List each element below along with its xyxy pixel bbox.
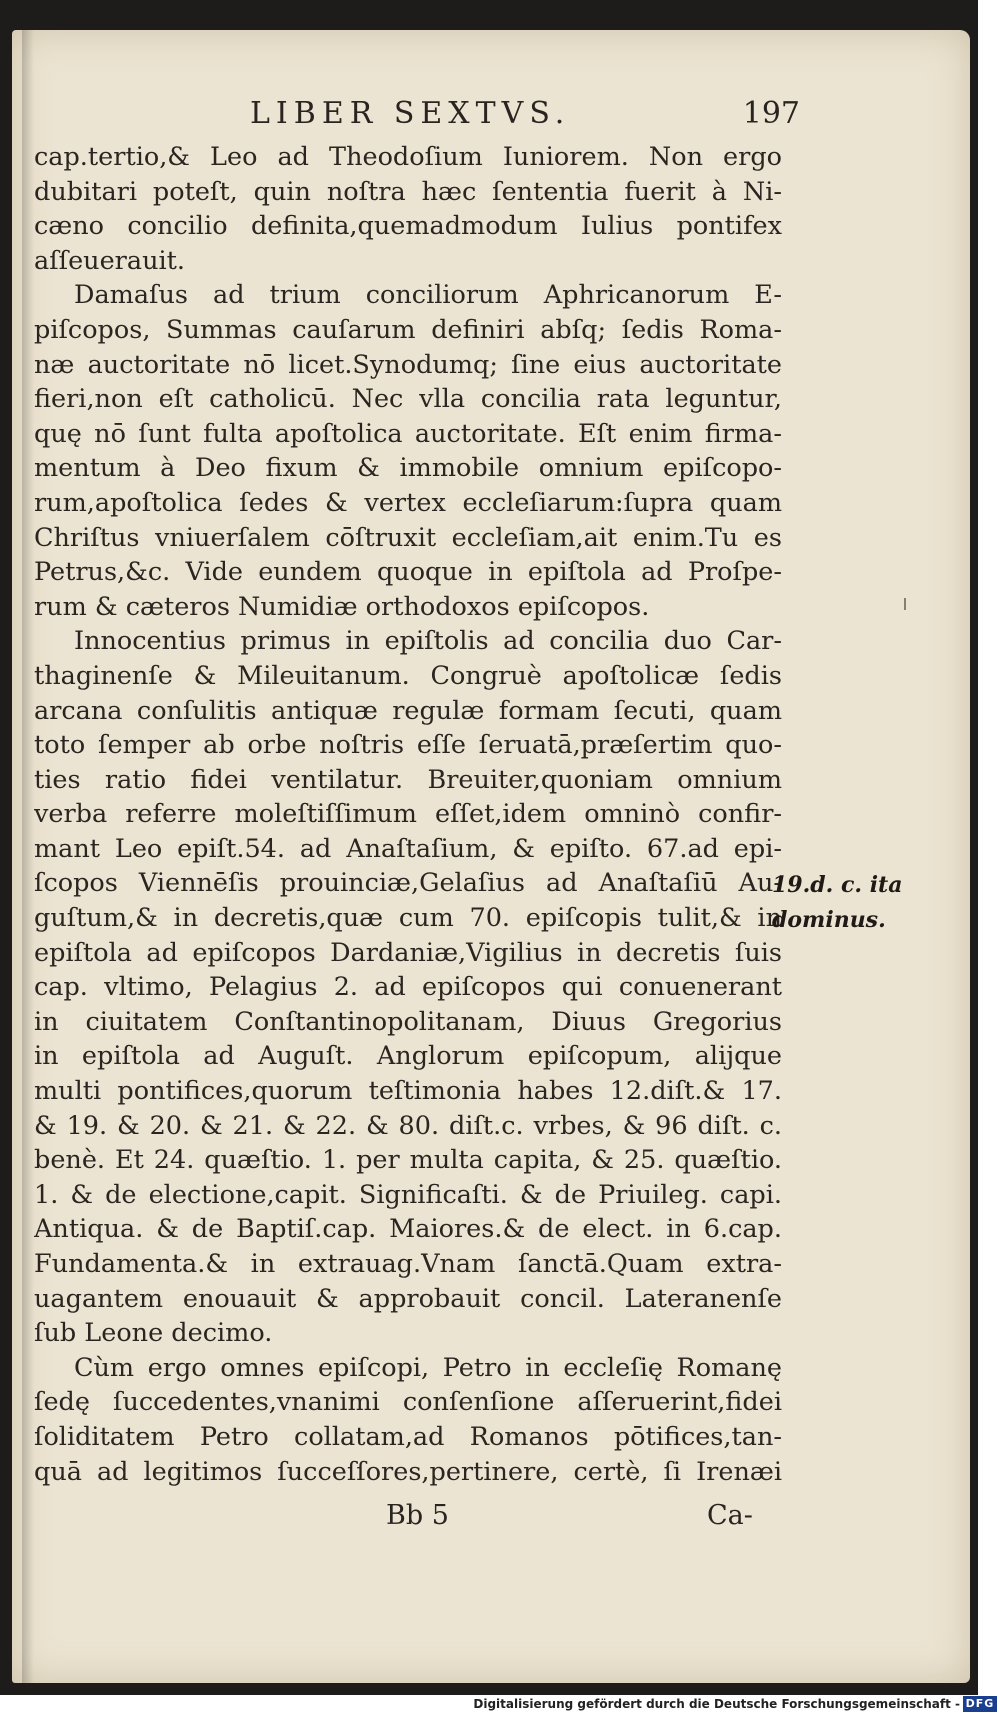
text-line: verba referre moleſtiſſimum eſſet,idem omninò confir-	[34, 799, 782, 830]
text-line: rum,apoſtolica ſedes & vertex eccleſiarum:ſupra quam	[34, 487, 782, 518]
text-line: ſedę ſuccedentes,vnanimi conſenſione aſſeruerint,fidei	[34, 1387, 782, 1418]
marginal-note	[772, 868, 912, 938]
margin-mark	[904, 598, 906, 610]
text-line: rum & cæteros Numidiæ orthodoxos epiſcopos.	[34, 591, 650, 622]
page-gutter-shadow	[22, 30, 34, 1683]
text-line: mentum à Deo fixum & immobile omnium epiſcopo-	[34, 453, 782, 484]
body-text	[34, 140, 782, 1489]
text-line: ſcopos Viennēſis prouinciæ,Gelaſius ad Anaſtaſiū Au-	[34, 868, 782, 899]
text-line: næ auctoritate nō licet.Synodumq; ſine eius auctoritate	[34, 349, 782, 380]
text-line: aſſeuerauit.	[34, 245, 186, 276]
text-line: arcana conſulitis antiquæ regulæ formam ſecuti, quam	[34, 695, 782, 726]
catchword: Ca-	[707, 1500, 753, 1531]
text-line: cap.tertio,& Leo ad Theodoſium Iuniorem. Non ergo	[34, 142, 782, 172]
text-line: in ciuitatem Conſtantinopolitanam, Diuus Gregorius	[34, 1006, 782, 1037]
page-header	[60, 96, 800, 136]
marginal-note-line: 19.d. c. ita	[772, 872, 903, 898]
text-line: in epiſtola ad Auguſt. Anglorum epiſcopum, alijque	[34, 1041, 782, 1072]
text-line: & 19. & 20. & 21. & 22. & 80. diſt.c. vrbes, & 96 diſt. c.	[34, 1110, 782, 1141]
text-line: ſoliditatem Petro collatam,ad Romanos pōtifices,tan-	[34, 1421, 782, 1452]
signature-mark: Bb 5	[386, 1500, 449, 1531]
text-line: Damaſus ad trium conciliorum Aphricanorum E-	[74, 280, 782, 311]
running-head: LIBER SEXTVS.	[250, 96, 571, 131]
text-line: fieri,non eſt catholicū. Nec vlla concilia rata leguntur,	[34, 384, 782, 415]
text-line: quā ad legitimos ſucceſſores,pertinere, certè, ſi Irenæi	[34, 1456, 782, 1487]
dfg-logo-icon: DFG	[963, 1696, 997, 1712]
text-line: epiſtola ad epiſcopos Dardaniæ,Vigilius in decretis ſuis	[34, 937, 782, 968]
marginal-note-line: dominus.	[772, 907, 886, 933]
text-line: uagantem enouauit & approbauit concil. Lateranenſe	[34, 1283, 782, 1314]
text-line: Cùm ergo omnes epiſcopi, Petro in eccleſię Romanę	[74, 1352, 782, 1383]
footer-bar	[0, 1695, 1000, 1715]
text-line: 1. & de electione,capit. Significaſti. & de Priuileg. capi.	[34, 1179, 782, 1210]
text-line: piſcopos, Summas cauſarum definiri abſq; ſedis Roma-	[34, 314, 782, 345]
text-line: Antiqua. & de Baptiſ.cap. Maiores.& de elect. in 6.cap.	[34, 1214, 782, 1245]
text-line: cap. vltimo, Pelagius 2. ad epiſcopos qui conuenerant	[34, 972, 782, 1003]
text-line: toto ſemper ab orbe noſtris eſſe ſeruatā,præſertim quo-	[34, 730, 782, 761]
text-line: thaginenſe & Mileuitanum. Congruè apoſtolicæ ſedis	[34, 660, 782, 691]
text-line: ſub Leone decimo.	[34, 1318, 273, 1349]
text-line: quę nō ſunt fulta apoſtolica auctoritate. Eſt enim firma-	[34, 418, 782, 449]
text-line: Fundamenta.& in extrauag.Vnam ſanctā.Quam extra-	[34, 1249, 782, 1279]
text-line: Chriſtus vniuerſalem cōſtruxit eccleſiam,ait enim.Tu es	[34, 522, 782, 553]
page-number: 197	[742, 96, 800, 131]
text-line: cæno concilio definita,quemadmodum Iulius pontifex	[34, 211, 782, 242]
text-line: mant Leo epiſt.54. ad Anaſtaſium, & epiſto. 67.ad epi-	[34, 833, 782, 864]
text-line: Petrus,&c. Vide eundem quoque in epiſtola ad Proſpe-	[34, 557, 782, 588]
text-line: ties ratio fidei ventilatur. Breuiter,quoniam omnium	[34, 764, 782, 795]
text-line: multi pontifices,quorum teſtimonia habes 12.diſt.& 17.	[34, 1076, 782, 1107]
funding-credit: Digitalisierung gefördert durch die Deutsche Forschungsgemeinschaft -	[473, 1697, 960, 1711]
text-line: benè. Et 24. quæſtio. 1. per multa capita, & 25. quæſtio.	[34, 1145, 782, 1176]
text-line: guſtum,& in decretis,quæ cum 70. epiſcopis tulit,& in	[34, 903, 782, 934]
text-line: dubitari poteſt, quin noſtra hæc ſententia fuerit à Ni-	[34, 176, 782, 207]
text-line: Innocentius primus in epiſtolis ad concilia duo Car-	[74, 626, 782, 657]
